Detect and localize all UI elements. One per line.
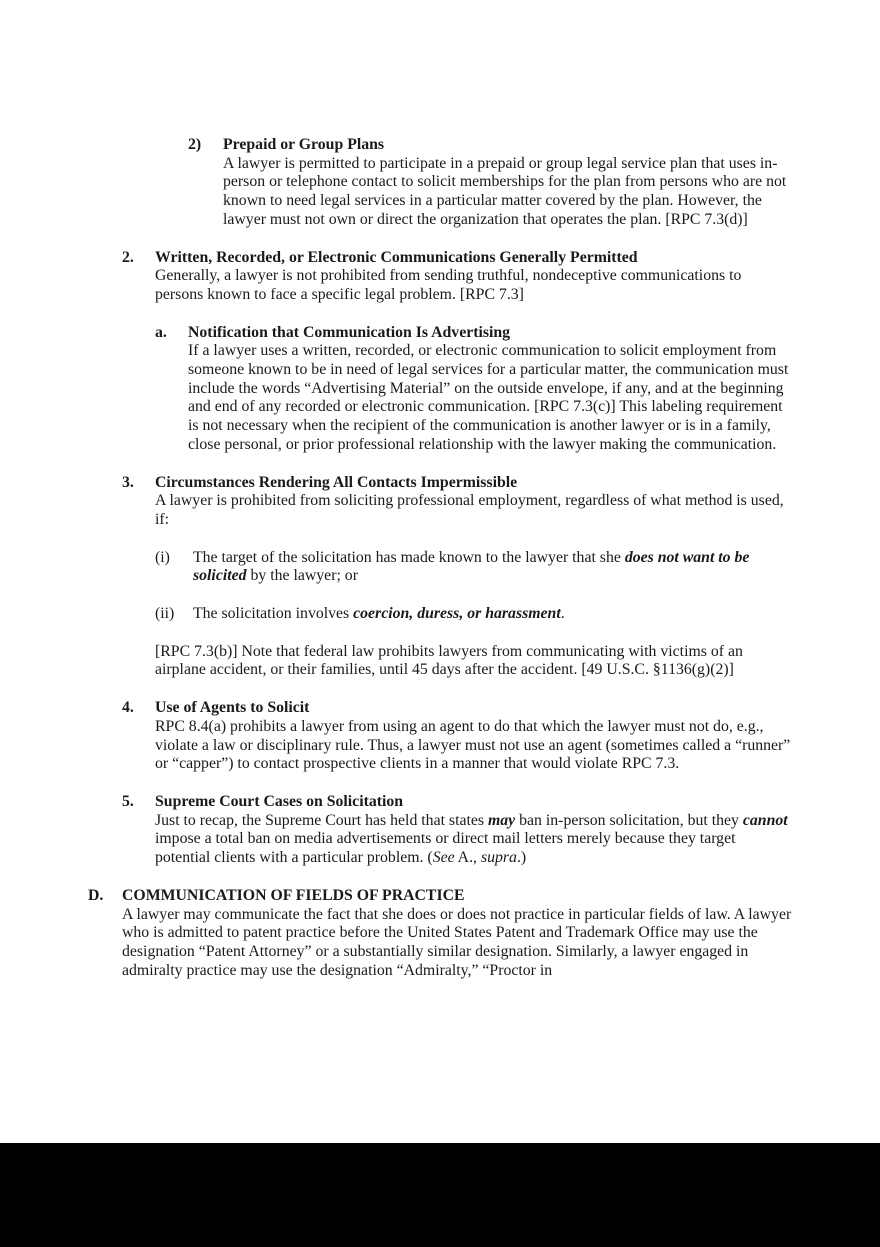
text-run: The solicitation involves xyxy=(193,605,354,623)
text-run: The target of the solicitation has made known to the lawyer that she xyxy=(193,548,625,566)
text-run: . xyxy=(560,605,565,623)
item-paragraph xyxy=(193,605,792,624)
item-marker: 2. xyxy=(122,248,134,266)
item-marker: D. xyxy=(88,886,104,904)
text-run: by the lawyer; or xyxy=(246,567,358,585)
outline-item xyxy=(0,793,792,868)
text-run: .) xyxy=(516,849,527,867)
item-heading: Notification that Communication Is Advertising xyxy=(188,323,511,341)
outline-item xyxy=(0,249,792,305)
text-run: A lawyer may communicate the fact that she does or does not practice in particular fields of law. A lawyer who is admitted to patent practice before the United States Patent and Trademark Office may use the designation “Patent Attorney” or a substantially similar designation. Similarly, a lawyer engaged in admiralty practice may use the designation “Admiralty,” “Proctor in xyxy=(122,905,792,979)
outline-item xyxy=(0,549,792,586)
outline-item xyxy=(0,887,792,981)
outline-item xyxy=(0,605,792,624)
item-paragraph xyxy=(155,492,792,529)
text-run: cannot xyxy=(742,811,788,829)
text-run: Just to recap, the Supreme Court has held that states xyxy=(155,811,488,829)
outline-item xyxy=(0,136,792,230)
text-run: RPC 8.4(a) prohibits a lawyer from using an agent to do that which the lawyer must not do, e.g., violate a law or disciplinary rule. Thus, a lawyer must not use an agent (sometimes called a “runner” or “capper”) to contact prospective clients in a manner that would violate RPC 7.3. xyxy=(155,717,791,773)
item-heading: Prepaid or Group Plans xyxy=(223,136,385,153)
item-marker: (ii) xyxy=(155,605,175,623)
item-paragraph xyxy=(155,718,792,774)
text-run: See xyxy=(432,849,455,867)
text-run: [RPC 7.3(b)] Note that federal law prohibits lawyers from communicating with victims of an airplane accident, or their families, until 45 days after the accident. [49 U.S.C. §1136(g)(2)] xyxy=(155,642,743,679)
item-heading: Circumstances Rendering All Contacts Impermissible xyxy=(155,473,518,491)
document-content xyxy=(0,136,792,980)
text-run: Generally, a lawyer is not prohibited from sending truthful, nondeceptive communications to persons known to face a specific legal problem. [RPC 7.3] xyxy=(155,267,742,303)
text-run: ban in-person solicitation, but they xyxy=(515,811,743,829)
item-heading: Use of Agents to Solicit xyxy=(155,699,310,717)
item-heading: COMMUNICATION OF FIELDS OF PRACTICE xyxy=(122,886,465,904)
item-marker: 5. xyxy=(122,792,134,810)
item-heading: Written, Recorded, or Electronic Communications Generally Permitted xyxy=(155,248,638,266)
outline-item xyxy=(0,643,792,680)
item-paragraph xyxy=(155,267,792,304)
page-bottom-bar xyxy=(0,1143,880,1247)
item-marker: (i) xyxy=(155,548,170,566)
outline-item xyxy=(0,324,792,455)
item-marker: 3. xyxy=(122,473,134,491)
text-run: coercion, duress, or harassment xyxy=(353,605,561,623)
item-paragraph xyxy=(193,549,792,586)
text-run: If a lawyer uses a written, recorded, or electronic communication to solicit employment from someone known to be in need of legal services for a particular matter, the communication must include the words “Advertising Material” on the outside envelope, if any, and at the beginning and end of any recorded or electronic communication. [RPC 7.3(c)] This labeling requirement is not necessary when the recipient of the communication is another lawyer or is in a family, close personal, or prior professional relationship with the lawyer making the communication. xyxy=(188,342,789,453)
text-run: may xyxy=(487,811,516,829)
item-marker: a. xyxy=(155,323,167,341)
text-run: A., xyxy=(454,849,481,867)
item-paragraph xyxy=(188,342,792,454)
item-paragraph xyxy=(122,906,792,981)
item-paragraph xyxy=(223,155,792,230)
text-run: does not want to be solicited xyxy=(193,548,750,585)
text-run: A lawyer is permitted to participate in a prepaid or group legal service plan that uses in-person or telephone contact to solicit memberships for the plan from persons who are not known to need legal services in a particular matter covered by the plan. However, the lawyer must not own or direct the organization that operates the plan. [RPC 7.3(d)] xyxy=(223,154,787,228)
text-run: A lawyer is prohibited from soliciting professional employment, regardless of what method is used, if: xyxy=(155,492,784,528)
item-paragraph xyxy=(155,643,792,680)
item-marker: 4. xyxy=(122,699,134,717)
outline-item xyxy=(0,699,792,774)
item-paragraph xyxy=(155,812,792,868)
text-run: supra xyxy=(480,849,517,867)
outline-item xyxy=(0,474,792,530)
text-run: impose a total ban on media advertisements or direct mail letters merely because they target potential clients with a particular problem. ( xyxy=(155,830,736,867)
item-heading: Supreme Court Cases on Solicitation xyxy=(155,792,404,810)
item-marker: 2) xyxy=(188,136,202,153)
